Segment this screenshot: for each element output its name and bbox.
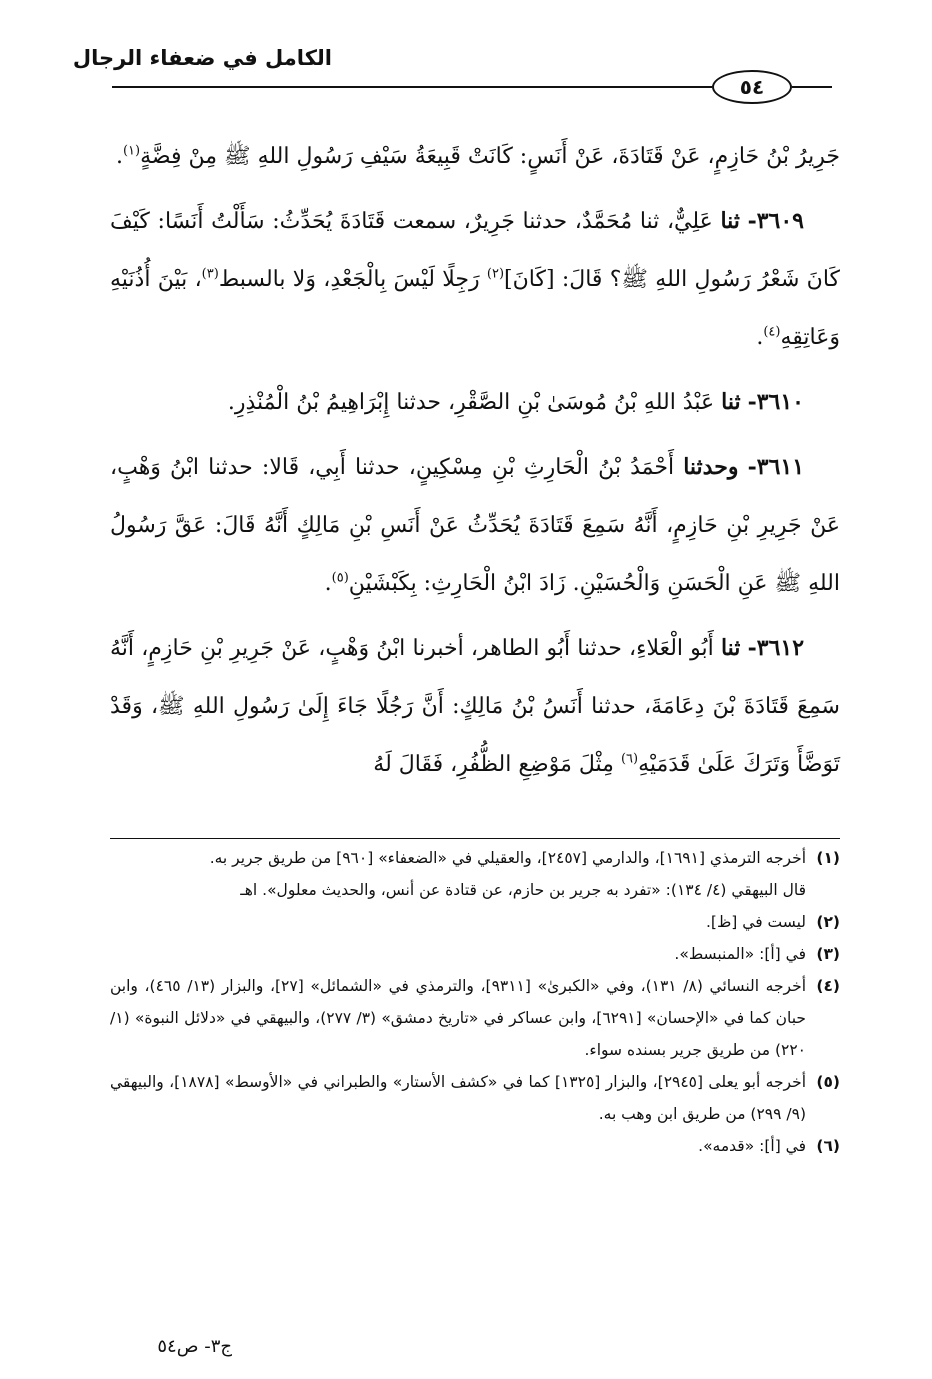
footnote-ref[interactable]: (٣) [201, 266, 219, 282]
footnote-mark: (٥) [816, 1073, 841, 1091]
footnote-4: (٤)أخرجه النسائي (٨/ ١٣١)، وفي «الكبرىٰ» [٩٣١١]، والترمذي في «الشمائل» [٢٧]، والبزار (١٣/ ٤٦٥)، وابن حبان كما في «الإحسان» [٦٢٩١]، وابن عساكر في «تاريخ دمشق» (٣/ ٢٧٧)، والبيهقي في «دلائل النبوة» (١/ ٢٢٠) من طريق جرير بسنده سواء. [110, 970, 840, 1066]
hadith-number: ٣٦٠٩- [747, 208, 804, 234]
page-number-badge: ٥٤ [712, 70, 792, 104]
header-rule-right [792, 86, 832, 88]
footnote-6: (٦)في [أ]: «قدمه». [110, 1130, 840, 1162]
running-header-title: الكامل في ضعفاء الرجال [72, 46, 332, 70]
footnote-2: (٢)ليست في [ظ]. [110, 906, 840, 938]
footnote-mark: (٣) [816, 945, 840, 963]
footnote-mark: (٢) [816, 913, 840, 931]
footnote-mark: (٤) [816, 977, 840, 995]
hadith-number: ٣٦١٠- [747, 389, 804, 415]
footnote-separator [110, 838, 840, 839]
hadith-3609: ٣٦٠٩- ثنا عَلِيٌّ، ثنا مُحَمَّدٌ، حدثنا جَرِيرٌ، سمعت قَتَادَةَ يُحَدِّثُ: سَأَلْتُ أَنَسًا: كَيْفَ كَانَ شَعْرُ رَسُولِ اللهِ ﷺ؟ قَالَ: [كَانَ]$^{(٢)}$ رَجِلًا لَيْسَ بِالْجَعْدِ، وَلا بالسبط$^{(٣)}$، بَيْنَ أُذُنَيْهِ وَعَاتِقِهِ$^{(٤)}$. [110, 208, 841, 350]
footnote-1-note: قال البيهقي (٤/ ١٣٤): «تفرد به جرير بن حازم، عن قتادة عن أنس، والحديث معلول». اهـ [240, 881, 806, 899]
main-text [110, 128, 840, 800]
footnote-3: (٣)في [أ]: «المنبسط». [110, 938, 840, 970]
chain-keyword: ثنا [720, 635, 741, 661]
footnote-mark: (٦) [816, 1137, 840, 1155]
footnote-1: (١)أخرجه الترمذي [١٦٩١]، والدارمي [٢٤٥٧]، والعقيلي في «الضعفاء» [٩٦٠] من طريق جرير به. [110, 842, 840, 874]
paragraph-continued: جَرِيرُ بْنُ حَازِمٍ، عَنْ قَتَادَةَ، عَنْ أَنَسٍ: كَانَتْ قَبِيعَةُ سَيْفِ رَسُولِ اللهِ ﷺ مِنْ فِضَّةٍ$^{(١)}$. [115, 143, 840, 169]
hadith-3610: ٣٦١٠- ثنا عَبْدُ اللهِ بْنُ مُوسَىٰ بْنِ الصَّقْرِ، حدثنا إِبْرَاهِيمُ بْنُ الْمُنْذِرِ. [227, 389, 804, 415]
footnote-ref[interactable]: (٦) [620, 751, 639, 767]
header-rule [112, 86, 712, 88]
hadith-number: ٣٦١٢- [747, 635, 805, 661]
chain-keyword: وحدثنا [683, 454, 739, 480]
chain-keyword: ثنا [721, 389, 741, 415]
volume-page-reference: ج٣- ص٥٤ [157, 1336, 232, 1357]
footnote-mark: (١) [816, 849, 840, 867]
hadith-number: ٣٦١١- [747, 454, 805, 480]
footnote-ref[interactable]: (٢) [486, 266, 505, 282]
footnote-ref[interactable]: (١) [122, 143, 141, 159]
chain-keyword: ثنا [720, 208, 740, 234]
footnote-ref[interactable]: (٥) [331, 570, 349, 586]
footnote-ref[interactable]: (٤) [763, 324, 781, 340]
hadith-3611: ٣٦١١- وحدثنا أَحْمَدُ بْنُ الْحَارِثِ بْنِ مِسْكِينٍ، حدثنا أَبِي، قَالا: حدثنا ابْنُ وَهْبٍ، عَنْ جَرِيرِ بْنِ حَازِمٍ، أَنَّهُ سَمِعَ قَتَادَةَ يُحَدِّثُ عَنْ أَنَسِ بْنِ مَالِكٍ أَنَّهُ قَالَ: عَقَّ رَسُولُ اللهِ ﷺ عَنِ الْحَسَنِ وَالْحُسَيْنِ. زَادَ ابْنُ الْحَارِثِ: بِكَبْشَيْنِ$^{(٥)}$. [110, 454, 840, 596]
footnote-5: (٥)أخرجه أبو يعلى [٢٩٤٥]، والبزار [١٣٢٥] كما في «كشف الأستار» والطبراني في «الأوسط» [١٨٧٨]، والبيهقي (٩/ ٢٩٩) من طريق ابن وهب به. [110, 1066, 840, 1130]
hadith-3612: ٣٦١٢- ثنا أَبُو الْعَلاءِ، حدثنا أَبُو الطاهر، أخبرنا ابْنُ وَهْبٍ، عَنْ جَرِيرِ بْنِ حَازِمٍ، أَنَّهُ سَمِعَ قَتَادَةَ بْنَ دِعَامَةَ، حدثنا أَنَسُ بْنُ مَالِكٍ: أَنَّ رَجُلًا جَاءَ إِلَىٰ رَسُولِ اللهِ ﷺ، وَقَدْ تَوَضَّأَ وَتَرَكَ عَلَىٰ قَدَمَيْهِ$^{(٦)}$ مِثْلَ مَوْضِعِ الظُّفُرِ، فَقَالَ لَهُ [110, 635, 840, 777]
footnotes [110, 842, 840, 1162]
